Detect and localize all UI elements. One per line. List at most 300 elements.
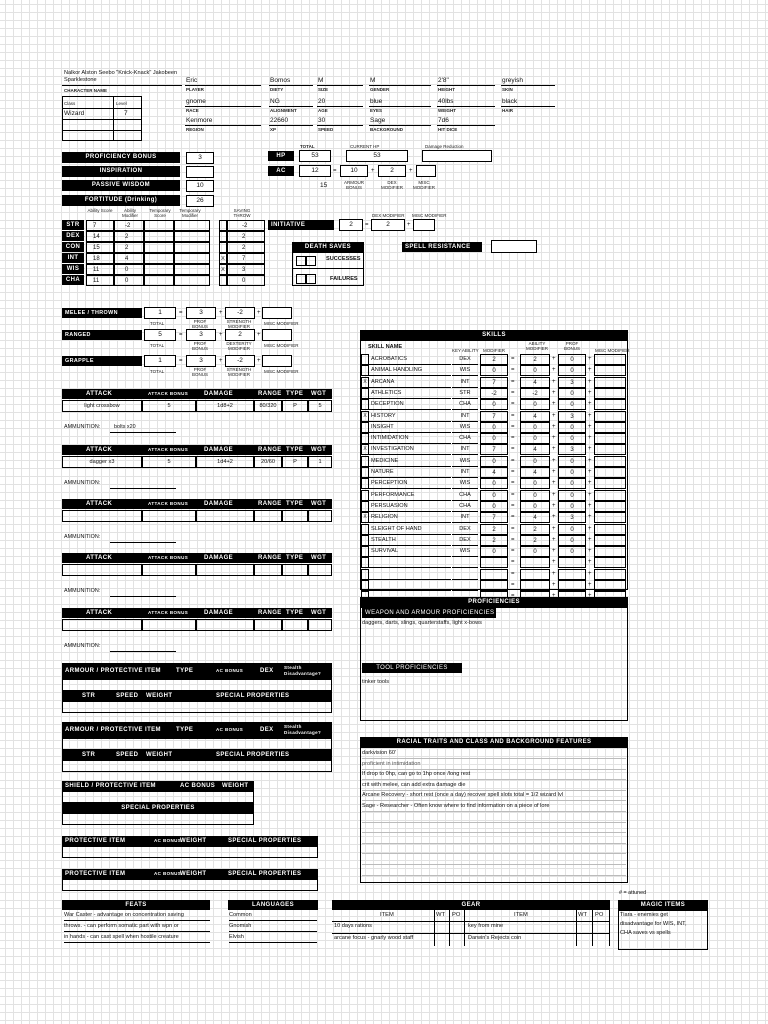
skill-prof-bonus-20[interactable] [558,580,586,591]
ability-score-con[interactable]: 15 [86,242,114,253]
skill-prof-9[interactable] [361,456,369,467]
skill-modifier-11[interactable]: 0 [480,478,508,489]
attack-bonus-1[interactable]: 5 [142,456,196,468]
skill-prof-17[interactable] [361,546,369,557]
initiative-total[interactable]: 2 [339,219,363,231]
skill-abmod-7[interactable]: 0 [520,433,550,444]
skill-prof-bonus-11[interactable]: 0 [558,478,586,489]
skill-prof-bonus-3[interactable]: 0 [558,388,586,399]
skill-prof-20[interactable] [361,580,369,591]
skill-misc-7[interactable] [594,433,626,444]
skill-prof-bonus-12[interactable]: 0 [558,490,586,501]
diety-value[interactable]: Bomos [270,77,291,84]
attack-range-3[interactable] [254,564,282,576]
skill-misc-8[interactable] [594,444,626,455]
skill-modifier-7[interactable]: 0 [480,433,508,444]
ability-score-dex[interactable]: 14 [86,231,114,242]
gear-right-1[interactable]: Darwin's Rejects coin [468,935,522,941]
ability-mod-con[interactable]: 2 [114,242,144,253]
protective-header-item-0: PROTECTIVE ITEM [65,838,126,844]
skill-ability-16: DEX [452,535,478,546]
skill-prof-3[interactable] [361,388,369,399]
failure-checkbox-2[interactable] [306,274,316,284]
skill-abmod-16[interactable]: 2 [520,535,550,546]
skill-prof-bonus-19[interactable] [558,569,586,580]
attack-mod-prof-0[interactable]: 3 [186,307,216,319]
skill-prof-bonus-6[interactable]: 0 [558,422,586,433]
skill-eq-7: = [511,435,515,442]
skill-prof-bonus-1[interactable]: 0 [558,365,586,376]
racial-line-4[interactable]: Arcane Recovery - short rest (once a day) recover spell slots total = 1/2 wizard lvl [362,791,626,801]
language-2[interactable]: Elvish [229,933,317,943]
skill-abmod-9[interactable]: 0 [520,456,550,467]
temp-mod-int[interactable] [174,253,210,264]
player-value[interactable]: Eric [186,77,198,84]
skill-misc-2[interactable] [594,377,626,388]
hp-total[interactable]: 53 [299,150,331,162]
skill-abmod-6[interactable]: 0 [520,422,550,433]
attack-damage-4[interactable] [196,619,254,631]
save-prof-dex[interactable] [219,231,227,242]
skill-modifier-8[interactable]: 7 [480,444,508,455]
skill-plus-b-16: + [588,536,592,543]
skill-modifier-4[interactable]: 0 [480,399,508,410]
ability-mod-str[interactable]: -2 [114,220,144,231]
attack-header-attack-2: ATTACK [86,501,113,507]
skill-abmod-4[interactable]: 0 [520,399,550,410]
class-value[interactable]: Wizard [64,110,85,117]
level-value[interactable]: 7 [124,110,128,117]
racial-line-3[interactable]: crit with melee, can add extra damage die [362,781,626,791]
attack-mod-total-1[interactable]: 5 [144,329,176,341]
skill-prof-6[interactable] [361,422,369,433]
temp-mod-cha[interactable] [174,275,210,286]
magic-item-line-1[interactable]: disadvantage for WIS, INT, [620,921,687,927]
xp-value[interactable]: 22660 [270,117,289,124]
attack-mod-total-0[interactable]: 1 [144,307,176,319]
skill-abmod-3[interactable]: -2 [520,388,550,399]
attack-wgt-1[interactable]: 1 [308,456,332,468]
attack-range-4[interactable] [254,619,282,631]
attack-bonus-2[interactable] [142,510,196,522]
region-value[interactable]: Kenmore [186,117,213,124]
attack-bonus-0[interactable]: 5 [142,400,196,412]
skill-prof-15[interactable] [361,524,369,535]
skill-plus-a-6: + [552,423,556,430]
ability-mod-wis[interactable]: 0 [114,264,144,275]
skill-misc-15[interactable] [594,524,626,535]
skill-prof-bonus-7[interactable]: 0 [558,433,586,444]
temp-score-dex[interactable] [144,231,174,242]
racial-line-0[interactable]: darkvision 60' [362,749,626,759]
skill-prof-bonus-14[interactable]: 3 [558,512,586,523]
skill-prof-13[interactable] [361,501,369,512]
attack-range-2[interactable] [254,510,282,522]
skill-abmod-17[interactable]: 0 [520,546,550,557]
alignment-value[interactable]: NG [270,98,280,105]
skill-eq-20: = [511,582,515,588]
skill-misc-9[interactable] [594,456,626,467]
armour-sub-str-1: STR [82,752,96,758]
ac-misc[interactable] [416,165,436,177]
skill-modifier-12[interactable]: 0 [480,490,508,501]
attack-damage-0[interactable]: 1d8+2 [196,400,254,412]
skill-abmod-10[interactable]: 4 [520,467,550,478]
height-value[interactable]: 2'8" [438,77,449,84]
skill-misc-3[interactable] [594,388,626,399]
success-checkbox-1[interactable] [296,256,306,266]
success-checkbox-2[interactable] [306,256,316,266]
attack-header-bonus-0: ATTACK BONUS [148,391,189,396]
skill-abmod-18[interactable] [520,557,550,568]
race-value[interactable]: gnome [186,98,206,105]
skill-prof-11[interactable] [361,478,369,489]
attack-type-4[interactable] [282,619,308,631]
racial-line-5[interactable]: Sage - Researcher - Often know where to find information on a piece of lore [362,802,626,812]
attack-header-damage-2: DAMAGE [204,501,234,507]
attack-mod-misc-0[interactable] [262,307,292,319]
racial-line-2[interactable]: If drop to 0hp, can go to 1hp once /long rest [362,770,626,780]
protective-row-0[interactable] [62,846,318,858]
skill-prof-bonus-13[interactable]: 0 [558,501,586,512]
skill-eq-8: = [511,446,515,453]
passive-wisdom-value[interactable]: 10 [186,180,214,192]
weight-value[interactable]: 40lbs [438,98,454,105]
feat-line-0[interactable]: War Caster - advantage on concentration saving [64,911,210,921]
skill-plus-a-3: + [552,389,556,396]
protective-header-0 [62,836,318,846]
attack-wgt-2[interactable] [308,510,332,522]
skill-prof-bonus-16[interactable]: 0 [558,535,586,546]
save-con[interactable]: 2 [227,242,265,253]
current-hp[interactable]: 53 [346,150,408,162]
attack-range-0[interactable]: 80/320 [254,400,282,412]
ability-mod-cha[interactable]: 0 [114,275,144,286]
ability-score-wis[interactable]: 11 [86,264,114,275]
language-0[interactable]: Common [229,911,317,921]
save-prof-int[interactable]: X [219,253,227,264]
skill-prof-bonus-17[interactable]: 0 [558,546,586,557]
skill-abmod-12[interactable]: 0 [520,490,550,501]
ammunition-line-2 [110,542,176,543]
temp-mod-str[interactable] [174,220,210,231]
skill-eq-9: = [511,457,515,464]
skill-prof-bonus-10[interactable]: 0 [558,467,586,478]
attack-header-damage-3: DAMAGE [204,555,234,561]
skill-modifier-16[interactable]: 2 [480,535,508,546]
speed-value[interactable]: 30 [318,117,326,124]
attack-header-wgt-2: WGT [311,501,327,507]
hit-dice-value[interactable]: 7d6 [438,117,449,124]
attack-name-2[interactable] [62,510,142,522]
skill-prof-bonus-15[interactable]: 0 [558,524,586,535]
temp-mod-wis[interactable] [174,264,210,275]
temp-score-int[interactable] [144,253,174,264]
skill-modifier-18[interactable] [480,557,508,568]
attack-name-4[interactable] [62,619,142,631]
skill-modifier-20[interactable] [480,580,508,591]
failure-checkbox-1[interactable] [296,274,306,284]
save-prof-wis[interactable]: X [219,264,227,275]
ability-score-int[interactable]: 18 [86,253,114,264]
armour-row-0[interactable] [62,679,332,691]
tool-proficiencies-text[interactable]: tinker tools [362,679,390,685]
skill-modifier-3[interactable]: -2 [480,388,508,399]
attack-damage-1[interactable]: 1d4+2 [196,456,254,468]
save-prof-cha[interactable] [219,275,227,286]
skill-prof-10[interactable] [361,467,369,478]
skill-plus-b-10: + [588,469,592,475]
save-prof-con[interactable] [219,242,227,253]
attack-mod-ability-1[interactable]: 2 [225,329,255,341]
attack-wgt-4[interactable] [308,619,332,631]
armour-header-ac-0: AC BONUS [216,668,244,673]
temp-score-str[interactable] [144,220,174,231]
skill-modifier-6[interactable]: 0 [480,422,508,433]
shield-special-row[interactable] [62,813,254,825]
magic-item-line-0[interactable]: Tiara - enemies get [620,912,668,918]
save-str[interactable]: -2 [227,220,265,231]
ability-header-1: Ability Modifier [121,208,138,218]
skill-abmod-0[interactable]: 2 [520,354,550,365]
feat-line-1[interactable]: throws. - can perform somatic part with wpn or [64,922,210,932]
skill-prof-bonus-5[interactable]: 3 [558,411,586,422]
skill-plus-a-17: + [552,548,556,555]
background-value[interactable]: Sage [370,117,386,124]
language-1[interactable]: Gnomish [229,922,317,932]
armour-header-0 [62,663,332,679]
skill-prof-bonus-4[interactable]: 0 [558,399,586,410]
skill-abmod-14[interactable]: 4 [520,512,550,523]
skill-modifier-0[interactable]: 2 [480,354,508,365]
skill-modifier-13[interactable]: 0 [480,501,508,512]
attack-mod-misc-1[interactable] [262,329,292,341]
temp-score-wis[interactable] [144,264,174,275]
fortitude-value[interactable]: 26 [186,195,214,207]
skill-prof-1[interactable] [361,365,369,376]
ability-mod-int[interactable]: 4 [114,253,144,264]
temp-mod-dex[interactable] [174,231,210,242]
gear-divider-0 [434,910,435,946]
gear-left-0[interactable]: 10 days rations [334,923,372,929]
attack-mod-misc-2[interactable] [262,355,292,367]
gender-value[interactable]: M [370,77,376,84]
attack-header-bonus-4: ATTACK BONUS [148,610,189,615]
save-cha[interactable]: 0 [227,275,265,286]
skill-misc-11[interactable] [594,478,626,489]
skill-abmod-13[interactable]: 0 [520,501,550,512]
height-underline [437,85,495,86]
save-int[interactable]: 7 [227,253,265,264]
armour-sub-weight-0: WEIGHT [146,693,173,699]
attack-bonus-4[interactable] [142,619,196,631]
ac-dex[interactable]: 2 [378,165,406,177]
gear-left-1[interactable]: arcane focus - gnarly wood staff [334,935,414,941]
skill-modifier-17[interactable]: 0 [480,546,508,557]
plus-b-1: + [257,332,261,338]
temp-score-con[interactable] [144,242,174,253]
skill-abmod-19[interactable] [520,569,550,580]
ammunition-line-0 [110,432,176,433]
armour-row-1[interactable] [62,738,332,750]
skill-abmod-20[interactable] [520,580,550,591]
gear-right-0[interactable]: key from mine [468,923,504,929]
attack-damage-2[interactable] [196,510,254,522]
attack-bonus-3[interactable] [142,564,196,576]
save-dex[interactable]: 2 [227,231,265,242]
skill-eq-13: = [511,502,515,509]
ac-dex-label: DEX MODIFIER [381,180,403,190]
skill-misc-0[interactable] [594,354,626,365]
skill-prof-12[interactable] [361,490,369,501]
attack-header-wgt-3: WGT [311,555,327,561]
ability-score-cha[interactable]: 11 [86,275,114,286]
skill-modifier-14[interactable]: 7 [480,512,508,523]
attack-mod-ability-2[interactable]: -2 [225,355,255,367]
skill-modifier-10[interactable]: 4 [480,467,508,478]
initiative-dex[interactable]: 2 [371,219,405,231]
weapon-proficiencies-text[interactable]: daggers, darts, slings, quarterstaffs, light x-bows [362,620,482,626]
inspiration-value[interactable] [186,166,214,178]
gear-header-row [332,910,610,922]
armour-row2-1[interactable] [62,760,332,772]
skill-prof-bonus-18[interactable] [558,557,586,568]
skill-prof-bonus-2[interactable]: 3 [558,377,586,388]
attack-name-1[interactable]: dagger x3 [62,456,142,468]
skill-misc-19[interactable] [594,569,626,580]
skill-misc-18[interactable] [594,557,626,568]
protective-row-1[interactable] [62,879,318,891]
skill-modifier-15[interactable]: 2 [480,524,508,535]
skill-abmod-8[interactable]: 4 [520,444,550,455]
skill-prof-19[interactable] [361,569,369,580]
skill-abmod-11[interactable]: 0 [520,478,550,489]
skill-prof-4[interactable] [361,399,369,410]
ability-score-str[interactable]: 7 [86,220,114,231]
attack-type-1[interactable]: P [282,456,308,468]
magic-item-line-2[interactable]: CHA saves vs spells [620,930,671,936]
attack-range-1[interactable]: 20/60 [254,456,282,468]
skill-name-7: INTIMIDATION [369,433,451,444]
skill-prof-8[interactable]: X [361,444,369,455]
skill-misc-12[interactable] [594,490,626,501]
feat-line-2[interactable]: in hands - can cast spell when hostile creature [64,933,210,943]
skill-prof-16[interactable] [361,535,369,546]
shield-header-item: SHIELD / PROTECTIVE ITEM [65,783,156,789]
ammunition-value-0[interactable]: bolts x20 [114,424,136,430]
skill-abmod-1[interactable]: 0 [520,365,550,376]
attack-type-3[interactable] [282,564,308,576]
racial-blank-line-11 [362,875,626,876]
skill-modifier-19[interactable] [480,569,508,580]
hit-dice-label: HIT DICE [438,127,458,132]
skill-prof-0[interactable] [361,354,369,365]
attack-type-2[interactable] [282,510,308,522]
skill-prof-bonus-0[interactable]: 0 [558,354,586,365]
damage-reduction[interactable] [422,150,492,162]
skill-abmod-15[interactable]: 2 [520,524,550,535]
skill-misc-4[interactable] [594,399,626,410]
proficiency-bonus-value[interactable]: 3 [186,152,214,164]
skill-misc-5[interactable] [594,411,626,422]
skill-misc-6[interactable] [594,422,626,433]
attack-damage-3[interactable] [196,564,254,576]
skill-misc-1[interactable] [594,365,626,376]
skill-prof-bonus-8[interactable]: 3 [558,444,586,455]
skill-prof-18[interactable] [361,557,369,568]
skill-misc-14[interactable] [594,512,626,523]
skill-modifier-2[interactable]: 7 [480,377,508,388]
skill-prof-bonus-9[interactable]: 0 [558,456,586,467]
save-prof-str[interactable] [219,220,227,231]
attack-header-damage-1: DAMAGE [204,447,234,453]
skill-misc-16[interactable] [594,535,626,546]
attack-wgt-3[interactable] [308,564,332,576]
gear-divider-4 [592,910,593,946]
skill-eq-19: = [511,570,515,577]
skill-prof-2[interactable]: X [361,377,369,388]
skill-name-8: INVESTIGATION [369,444,451,455]
attack-type-0[interactable]: P [282,400,308,412]
skill-misc-10[interactable] [594,467,626,478]
skill-modifier-5[interactable]: 7 [480,411,508,422]
skill-eq-0: = [511,356,515,362]
skill-plus-a-19: + [552,570,556,577]
skill-abmod-5[interactable]: 4 [520,411,550,422]
hair-value[interactable]: black [502,98,518,105]
eyes-value[interactable]: blue [370,98,383,105]
ac-total[interactable]: 12 [299,165,331,177]
skill-misc-13[interactable] [594,501,626,512]
skill-misc-20[interactable] [594,580,626,591]
skill-prof-7[interactable] [361,433,369,444]
skin-value[interactable]: greyish [502,77,523,84]
skill-abmod-2[interactable]: 4 [520,377,550,388]
skill-misc-17[interactable] [594,546,626,557]
skill-plus-b-7: + [588,435,592,442]
skill-ability-3: STR [452,388,478,399]
armour-row2-0[interactable] [62,701,332,713]
attack-mod-prof-1[interactable]: 3 [186,329,216,341]
size-value[interactable]: M [318,77,324,84]
skill-prof-5[interactable]: X [361,411,369,422]
temp-mod-con[interactable] [174,242,210,253]
ability-mod-dex[interactable]: 2 [114,231,144,242]
attack-mod-prof-2[interactable]: 3 [186,355,216,367]
attack-name-3[interactable] [62,564,142,576]
skill-prof-14[interactable]: X [361,512,369,523]
attack-header-attack-4: ATTACK [86,610,113,616]
spell-resistance-value[interactable] [491,240,537,253]
ac-armor[interactable]: 10 [340,165,368,177]
character-name[interactable]: Nalkor Alston Seebo "Knick-Knack" Jakobeen Sparklestone [64,70,178,83]
attack-wgt-0[interactable]: 5 [308,400,332,412]
save-wis[interactable]: 3 [227,264,265,275]
initiative-misc[interactable] [413,219,435,231]
skill-modifier-9[interactable]: 0 [480,456,508,467]
temp-score-cha[interactable] [144,275,174,286]
racial-line-1[interactable]: proficient in intimidation [362,760,626,770]
attack-mod-ability-0[interactable]: -2 [225,307,255,319]
attack-mod-total-2[interactable]: 1 [144,355,176,367]
attack-name-0[interactable]: light crossbow [62,400,142,412]
skill-modifier-1[interactable]: 0 [480,365,508,376]
attack-header-type-2: TYPE [286,501,304,507]
ability-header-2: Temporary Score [149,208,171,218]
age-value[interactable]: 20 [318,98,326,105]
shield-row[interactable] [62,791,254,803]
skill-name-13: PERSUASION [369,501,451,512]
